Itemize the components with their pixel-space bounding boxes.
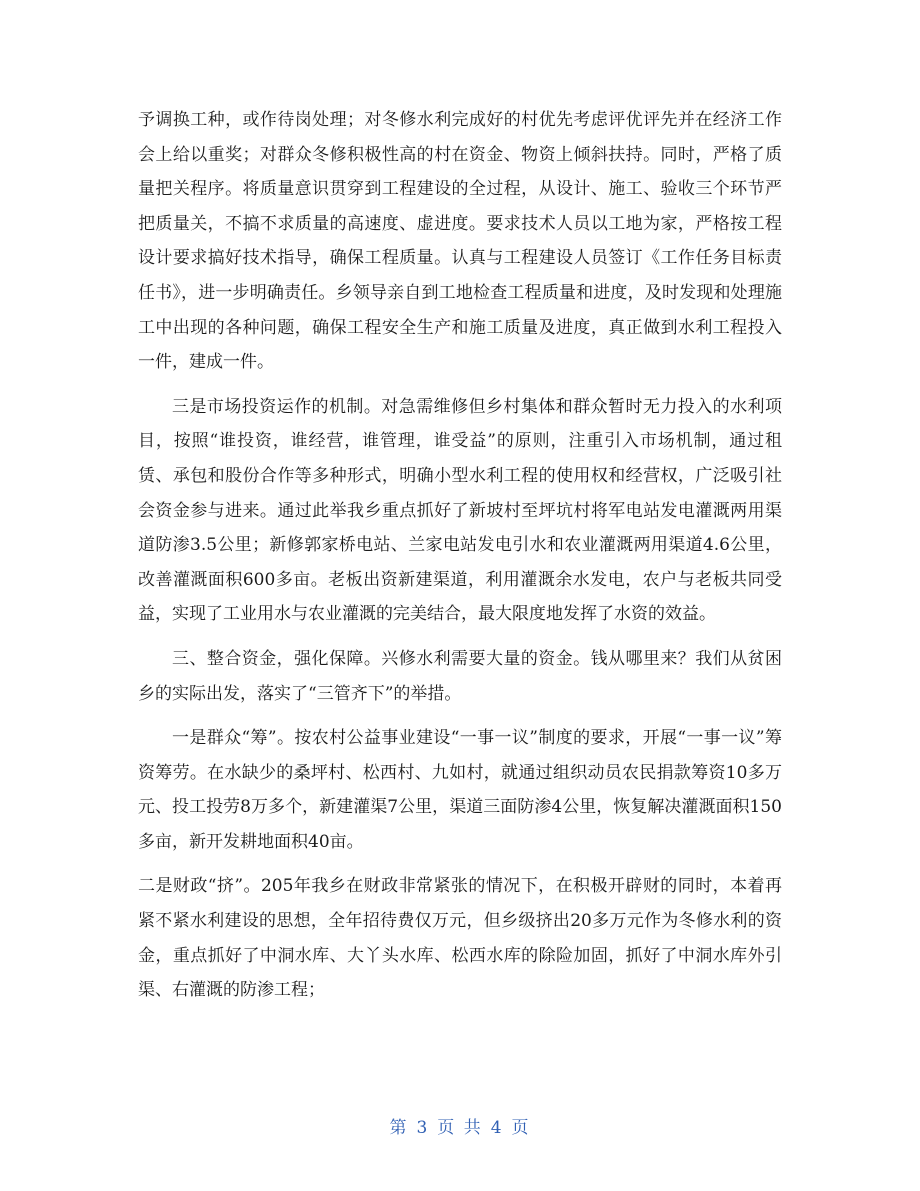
paragraph-finance-squeeze: 二是财政“挤”。205年我乡在财政非常紧张的情况下，在积极开辟财的同时，本着再紧不紧水利建设的思想，全年招待费仅万元，但乡级挤出20多万元作为冬修水利的资金，重点抓好了中洞水库、大丫头水库、松西水库的除险加固，抓好了中洞水库外引渠、右灌溉的防渗工程； [138,876,782,1001]
page-number-footer [0,1113,920,1138]
footer-prefix: 第 [389,1118,409,1138]
paragraph-continuation: 予调换工种，或作待岗处理；对冬修水利完成好的村优先考虑评优评先并在经济工作会上给以重奖；对群众冬修积极性高的村在资金、物资上倾斜扶持。同时，严格了质量把关程序。将质量意识贯穿到工程建设的全过程，从设计、施工、验收三个环节严把质量关，不搞不求质量的高速度、虚进度。要求技术人员以工地为家，严格按工程设计要求搞好技术指导，确保工程质量。认真与工程建设人员签订《工作任务目标责任书》，进一步明确责任。乡领导亲自到工地检查工程质量和进度，及时发现和处理施工中出现的各种问题，确保工程安全生产和施工质量及进度，真正做到水利工程投入一件，建成一件。 [138,110,782,373]
footer-total-pages: 4 [490,1118,504,1138]
footer-middle: 页 共 [437,1118,483,1138]
footer-suffix: 页 [511,1118,531,1138]
paragraph-masses-raise: 一是群众“筹”。按农村公益事业建设“一事一议”制度的要求，开展“一事一议”筹资筹劳。在水缺少的桑坪村、松西村、九如村，就通过组织动员农民捐款筹资10多万元、投工投劳8万多个，新建灌渠7公里，渠道三面防渗4公里，恢复解决灌溉面积150多亩，新开发耕地面积40亩。 [138,728,782,852]
footer-current-page: 3 [416,1118,430,1138]
paragraph-market-investment: 三是市场投资运作的机制。对急需维修但乡村集体和群众暂时无力投入的水利项目，按照“谁投资，谁经营，谁管理，谁受益”的原则，注重引入市场机制，通过租赁、承包和股份合作等多种形式，明确小型水利工程的使用权和经营权，广泛吸引社会资金参与进来。通过此举我乡重点抓好了新坡村至坪坑村将军电站发电灌溉两用渠道防渗3.5公里；新修郭家桥电站、兰家电站发电引水和农业灌溉两用渠道4.6公里，改善灌溉面积600多亩。老板出资新建渠道，利用灌溉余水发电，农户与老板共同受益，实现了工业用水与农业灌溉的完美结合，最大限度地发挥了水资的效益。 [138,396,782,625]
document-body [138,103,782,1008]
paragraph-integrate-funds: 三、整合资金，强化保障。兴修水利需要大量的资金。钱从哪里来？我们从贫困乡的实际出发，落实了“三管齐下”的举措。 [138,648,782,704]
